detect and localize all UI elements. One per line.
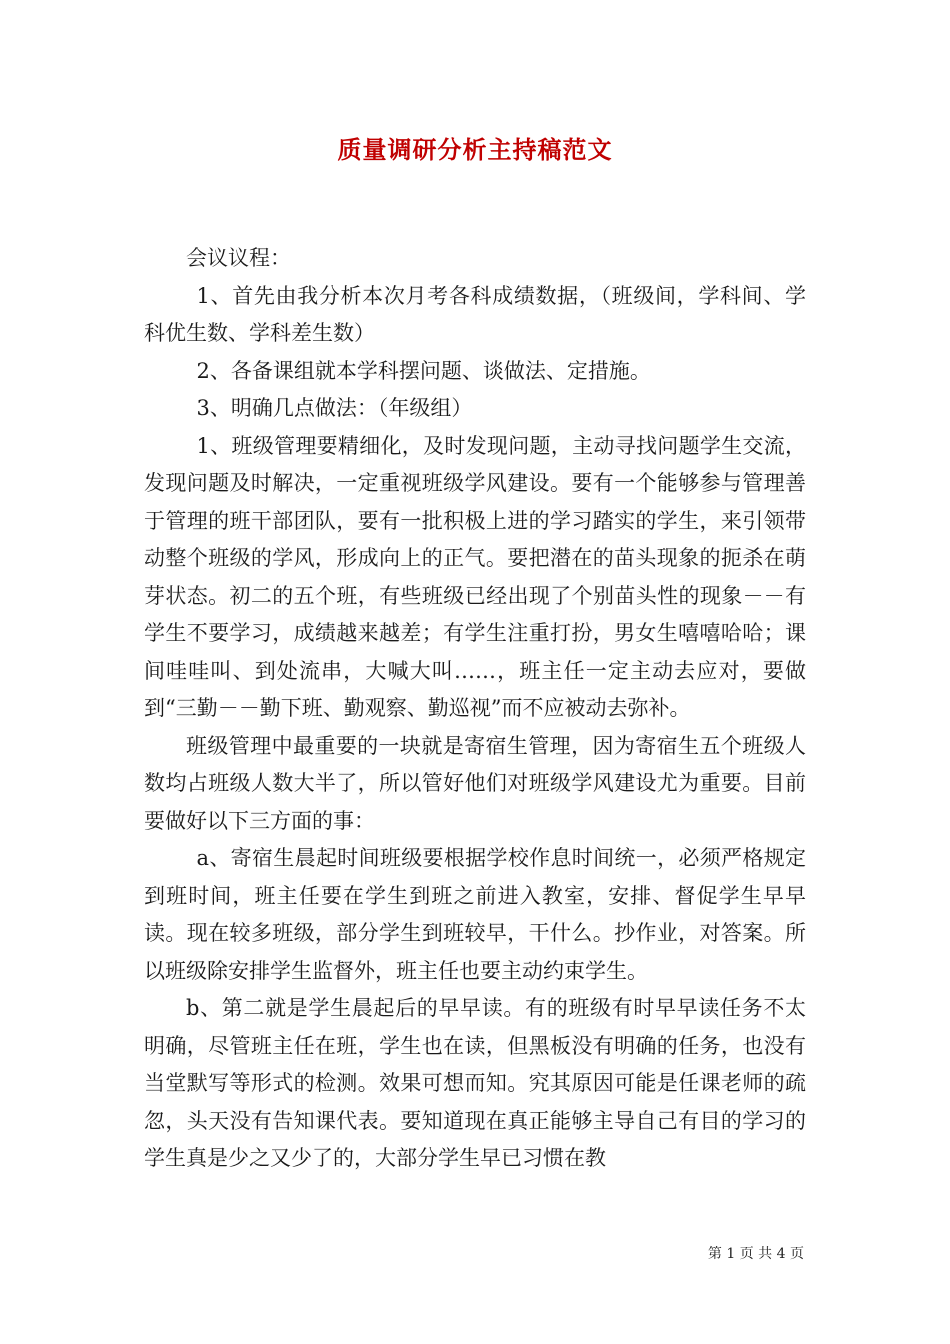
paragraph-item-2: 2、各备课组就本学科摆问题、谈做法、定措施。 [196, 358, 651, 383]
paragraph-point-b: b、第二就是学生晨起后的早早读。有的班级有时早早读任务不太明确，尽管班主任在班，学生也在读，但黑板没有明确的任务，也没有当堂默写等形式的检测。效果可想而知。究其原因可能是任课老师的疏忽，头天没有告知课代表。要知道现在真正能够主导自己有目的学习的学生真是少之又少了的，大部分学生早已习惯在教 [144, 996, 806, 1170]
document-body [144, 240, 806, 1178]
paragraph-point-a: a、寄宿生晨起时间班级要根据学校作息时间统一，必须严格规定到班时间，班主任要在学生到班之前进入教室，安排、督促学生早早读。现在较多班级，部分学生到班较早，干什么。抄作业，对答案。所以班级除安排学生监督外，班主任也要主动约束学生。 [144, 846, 806, 983]
paragraph-boarding: 班级管理中最重要的一块就是寄宿生管理，因为寄宿生五个班级人数均占班级人数大半了，所以管好他们对班级学风建设尤为重要。目前要做好以下三方面的事： [144, 733, 806, 833]
page-number-footer: 第 1 页 共 4 页 [707, 1246, 804, 1262]
paragraph-point-1: 1、班级管理要精细化，及时发现问题，主动寻找问题学生交流，发现问题及时解决，一定重视班级学风建设。要有一个能够参与管理善于管理的班干部团队，要有一批积极上进的学习踏实的学生，来引领带动整个班级的学风，形成向上的正气。要把潜在的苗头现象的扼杀在萌芽状态。初二的五个班，有些班级已经出现了个别苗头性的现象－－有学生不要学习，成绩越来越差；有学生注重打扮，男女生嘻嘻哈哈；课间哇哇叫、到处流串，大喊大叫……，班主任一定主动去应对，要做到“三勤－－勤下班、勤观察、勤巡视”而不应被动去弥补。 [144, 433, 806, 720]
document-title: 质量调研分析主持稿范文 [337, 135, 613, 164]
paragraph-item-3: 3、明确几点做法：（年级组） [196, 396, 473, 420]
paragraph-item-1: 1、首先由我分析本次月考各科成绩数据，（班级间，学科间、学科优生数、学科差生数） [144, 283, 806, 345]
paragraph-agenda-heading: 会议议程： [186, 246, 291, 270]
